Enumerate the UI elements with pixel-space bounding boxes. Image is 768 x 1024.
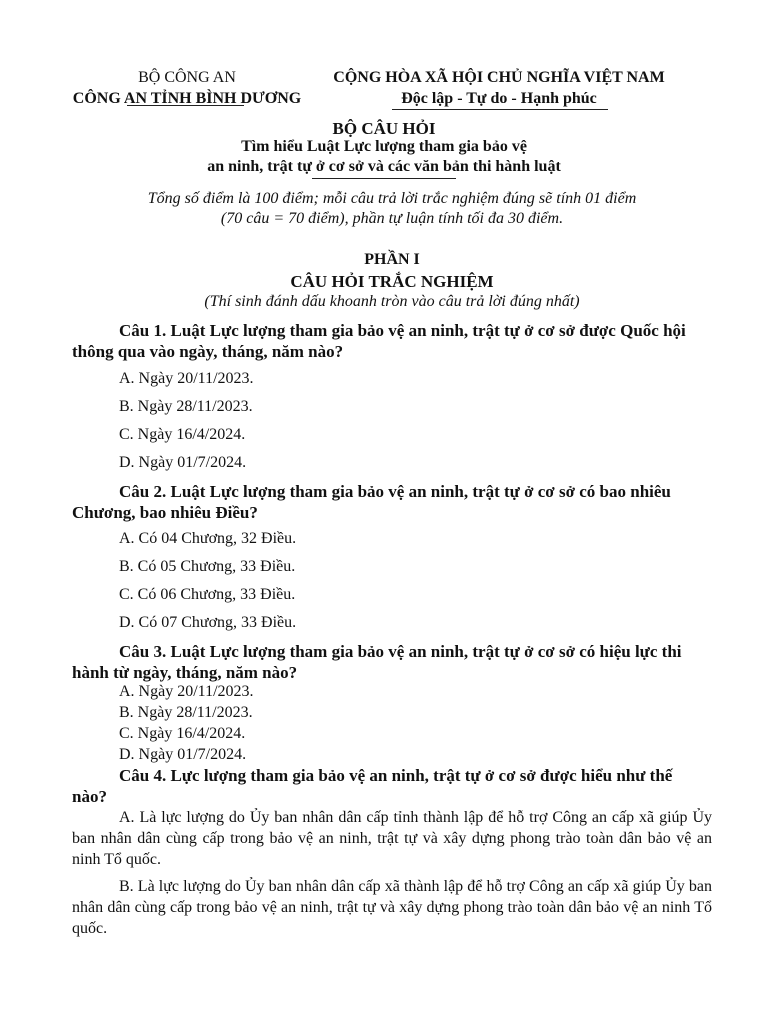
question-1-line1: Câu 1. Luật Lực lượng tham gia bảo vệ an ninh, trật tự ở cơ sở được Quốc hội (119, 321, 686, 340)
agency-name: BỘ CÔNG AN (138, 69, 236, 86)
question-3-line2: hành từ ngày, tháng, năm nào? (72, 663, 298, 682)
question-1-option-a: A. Ngày 20/11/2023. (119, 370, 254, 387)
document-title: BỘ CÂU HỎI (332, 119, 436, 138)
motto-underline (392, 109, 608, 110)
question-2-line1: Câu 2. Luật Lực lượng tham gia bảo vệ an ninh, trật tự ở cơ sở có bao nhiêu (119, 482, 671, 501)
agency-underline (127, 105, 244, 106)
title-underline (312, 178, 456, 179)
question-4-line1: Câu 4. Lực lượng tham gia bảo vệ an ninh, trật tự ở cơ sở được hiểu như thế (119, 766, 673, 785)
question-2-option-b: B. Có 05 Chương, 33 Điều. (119, 558, 296, 575)
question-2 (72, 481, 712, 523)
national-motto: Độc lập - Tự do - Hạnh phúc (401, 90, 597, 107)
question-1 (72, 320, 712, 362)
document-subtitle-2: an ninh, trật tự ở cơ sở và các văn bản thi hành luật (207, 158, 561, 175)
question-3-option-a: A. Ngày 20/11/2023. (119, 683, 254, 700)
question-2-option-c: C. Có 06 Chương, 33 Điều. (119, 586, 296, 603)
question-2-option-a: A. Có 04 Chương, 32 Điều. (119, 530, 297, 547)
question-4 (72, 765, 712, 807)
question-3-option-b: B. Ngày 28/11/2023. (119, 704, 253, 721)
document-subtitle-1: Tìm hiểu Luật Lực lượng tham gia bảo vệ (241, 138, 527, 155)
question-1-option-d: D. Ngày 01/7/2024. (119, 454, 247, 471)
scoring-note-2: (70 câu = 70 điểm), phần tự luận tính tối đa 30 điểm. (220, 210, 564, 227)
question-1-option-b: B. Ngày 28/11/2023. (119, 398, 253, 415)
question-3 (72, 641, 712, 683)
question-2-option-d: D. Có 07 Chương, 33 Điều. (119, 614, 297, 631)
part-instruction: (Thí sinh đánh dấu khoanh tròn vào câu trả lời đúng nhất) (204, 293, 580, 310)
scoring-note-1: Tổng số điểm là 100 điểm; mỗi câu trả lời trắc nghiệm đúng sẽ tính 01 điểm (147, 190, 637, 207)
question-3-line1: Câu 3. Luật Lực lượng tham gia bảo vệ an ninh, trật tự ở cơ sở có hiệu lực thi (119, 642, 682, 661)
question-3-option-d: D. Ngày 01/7/2024. (119, 746, 247, 763)
question-2-line2: Chương, bao nhiêu Điều? (72, 503, 258, 522)
question-3-option-c: C. Ngày 16/4/2024. (119, 725, 246, 742)
question-4-option-b: B. Là lực lượng do Ủy ban nhân dân cấp xã thành lập để hỗ trợ Công an cấp xã giúp Ủy ban nhân dân cùng cấp trong bảo vệ an ninh, trật tự và xây dựng phong trào toàn dân bảo vệ an ninh Tổ quốc. (72, 878, 712, 937)
question-1-line2: thông qua vào ngày, tháng, năm nào? (72, 342, 344, 361)
agency-unit: CÔNG AN TỈNH BÌNH DƯƠNG (72, 90, 302, 107)
question-4-option-a: A. Là lực lượng do Ủy ban nhân dân cấp tỉnh thành lập để hỗ trợ Công an cấp xã giúp Ủy ban nhân dân cùng cấp trong bảo vệ an ninh, trật tự và xây dựng phong trào toàn dân bảo vệ an ninh Tổ quốc. (72, 809, 712, 868)
part-title: CÂU HỎI TRẮC NGHIỆM (290, 272, 494, 291)
national-title: CỘNG HÒA XÃ HỘI CHỦ NGHĨA VIỆT NAM (333, 69, 665, 86)
question-1-option-c: C. Ngày 16/4/2024. (119, 426, 246, 443)
part-label: PHẦN I (364, 251, 420, 268)
question-4-line2: nào? (72, 787, 107, 806)
